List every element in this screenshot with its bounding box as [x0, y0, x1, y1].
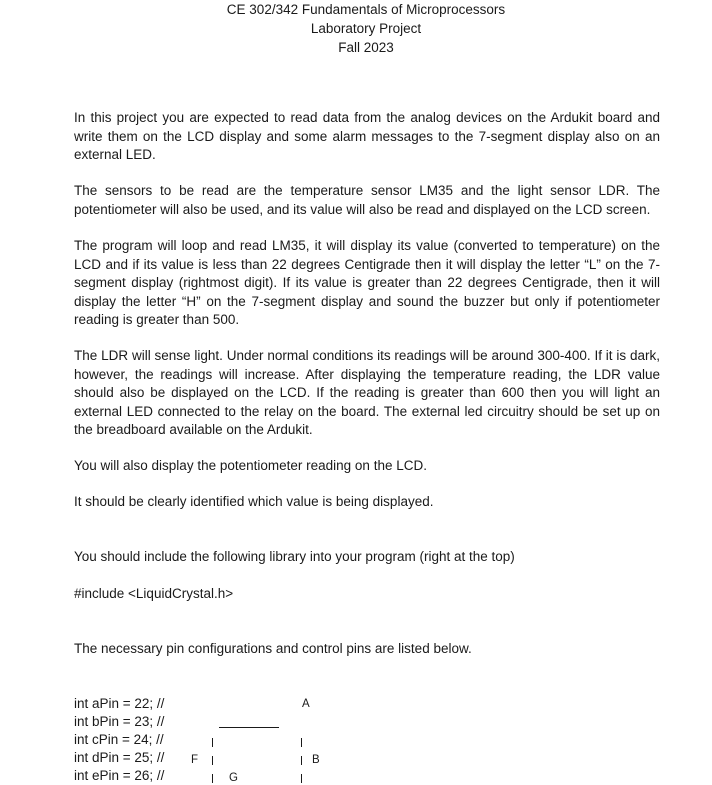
intro-paragraph: In this project you are expected to read data from the analog devices on the Ardukit board and write them on the LCD display and some alarm messages to the 7-segment display also on an external LED. [74, 110, 660, 162]
segment-f-label: F [191, 754, 199, 766]
sensors-paragraph: The sensors to be read are the temperature sensor LM35 and the light sensor LDR. The potentiometer will also be used, and its value will also be read and displayed on the LCD screen. [74, 183, 660, 217]
include-directive: #include <LiquidCrystal.h> [74, 586, 234, 601]
pin-line-c: int cPin = 24; // [74, 732, 164, 747]
segment-f-line-lower [212, 756, 213, 765]
segment-b-line [301, 738, 302, 747]
document-subtitle: Laboratory Project [310, 21, 422, 36]
identification-paragraph: It should be clearly identified which value is being displayed. [74, 494, 434, 509]
segment-c-line [301, 774, 302, 783]
pin-line-a: int aPin = 22; // [74, 696, 165, 711]
segment-b-line-lower [301, 756, 302, 765]
segment-a-line [219, 727, 279, 728]
pin-line-d: int dPin = 25; // [74, 750, 165, 765]
segment-f-line [212, 738, 213, 747]
pin-line-e: int ePin = 26; // [74, 768, 165, 783]
segment-e-line [212, 774, 213, 783]
loop-paragraph: The program will loop and read LM35, it will display its value (converted to temperature) on the LCD and if its value is less than 22 degrees Centigrade then it will display the letter “L” on the 7-segment display (rightmost digit). If its value is greater than 22 degrees Centigrade, then it will display the letter “H” on the 7-segment display and sound the buzzer but only if potentiometer reading is greater than 500. [74, 238, 660, 327]
pin-line-b: int bPin = 23; // [74, 714, 165, 729]
segment-b-label: B [312, 754, 320, 766]
course-title: CE 302/342 Fundamentals of Microprocessors [226, 2, 506, 17]
library-instruction: You should include the following library into your program (right at the top) [74, 549, 515, 564]
term-label: Fall 2023 [338, 40, 394, 55]
document-header [0, 0, 712, 57]
segment-a-label: A [302, 698, 310, 710]
segment-g-label: G [229, 772, 238, 784]
ldr-paragraph: The LDR will sense light. Under normal conditions its readings will be around 300-400. If it is dark, however, the readings will increase. After displaying the temperature reading, the LDR value should also be displayed on the LCD. If the reading is greater than 600 then you will light an external LED connected to the relay on the board. The external led circuitry should be set up on the breadboard available on the Ardukit. [74, 348, 660, 437]
pin-config-intro: The necessary pin configurations and control pins are listed below. [74, 641, 472, 656]
potentiometer-paragraph: You will also display the potentiometer reading on the LCD. [74, 458, 427, 473]
